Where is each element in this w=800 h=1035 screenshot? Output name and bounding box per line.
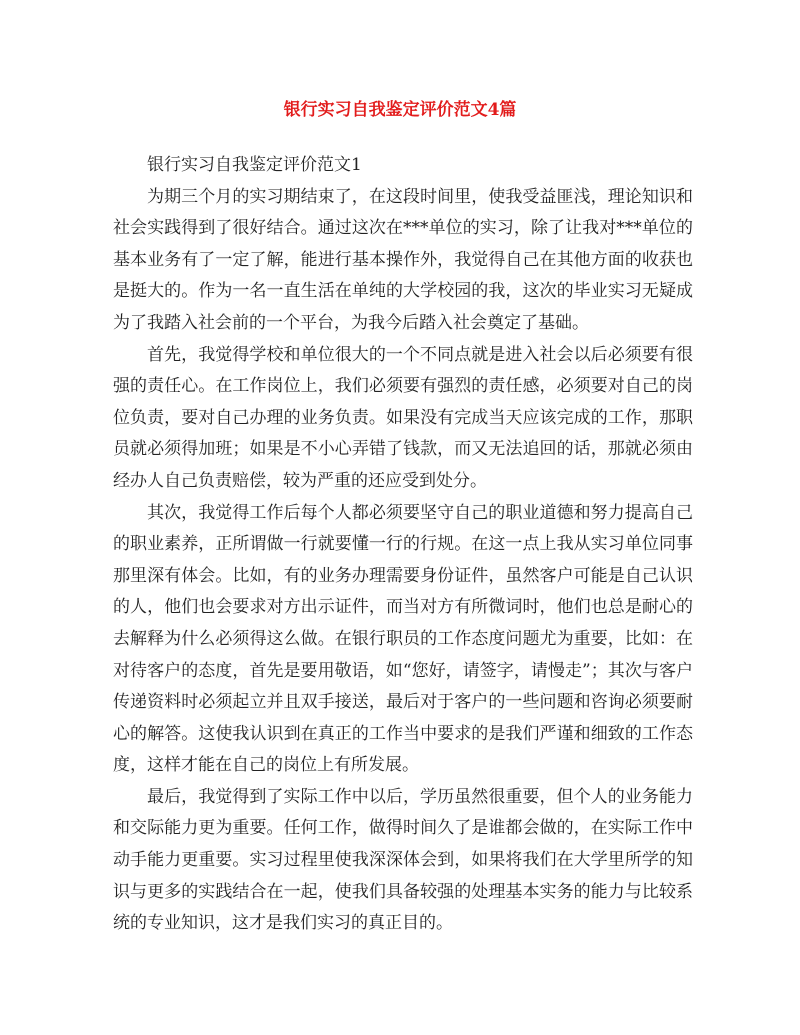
document-body [113,150,693,940]
paragraph: 最后，我觉得到了实际工作中以后，学历虽然很重要，但个人的业务能力和交际能力更为重要。任何工作，做得时间久了是谁都会做的，在实际工作中动手能力更重要。实习过程里使我深深体会到，如果将我们在大学里所学的知识与更多的实践结合在一起，使我们具备较强的处理基本实务的能力与比较系统的专业知识，这才是我们实习的真正目的。 [113,786,693,934]
document-title: 银行实习自我鉴定评价范文4篇 [283,100,517,120]
paragraph: 为期三个月的实习期结束了，在这段时间里，使我受益匪浅，理论知识和社会实践得到了很好结合。通过这次在***单位的实习，除了让我对***单位的基本业务有了一定了解，能进行基本操作外，我觉得自己在其他方面的收获也是挺大的。作为一名一直生活在单纯的大学校园的我，这次的毕业实习无疑成为了我踏入社会前的一个平台，为我今后踏入社会奠定了基础。 [113,186,693,333]
section-heading: 银行实习自我鉴定评价范文1 [147,155,362,175]
paragraph: 其次，我觉得工作后每个人都必须要坚守自己的职业道德和努力提高自己的职业素养，正所谓做一行就要懂一行的行规。在这一点上我从实习单位同事那里深有体会。比如，有的业务办理需要身份证件，虽然客户可能是自己认识的人，他们也会要求对方出示证件，而当对方有所微词时，他们也总是耐心的去解释为什么必须得这么做。在银行职员的工作态度问题尤为重要，比如：在对待客户的态度，首先是要用敬语，如“您好，请签字，请慢走”；其次与客户传递资料时必须起立并且双手接送，最后对于客户的一些问题和咨询必须要耐心的解答。这使我认识到在真正的工作当中要求的是我们严谨和细致的工作态度，这样才能在自己的岗位上有所发展。 [113,502,693,776]
paragraph: 首先，我觉得学校和单位很大的一个不同点就是进入社会以后必须要有很强的责任心。在工作岗位上，我们必须要有强烈的责任感，必须要对自己的岗位负责，要对自己办理的业务负责。如果没有完成当天应该完成的工作，那职员就必须得加班；如果是不小心弄错了钱款，而又无法追回的话，那就必须由经办人自己负责赔偿，较为严重的还应受到处分。 [113,344,693,491]
